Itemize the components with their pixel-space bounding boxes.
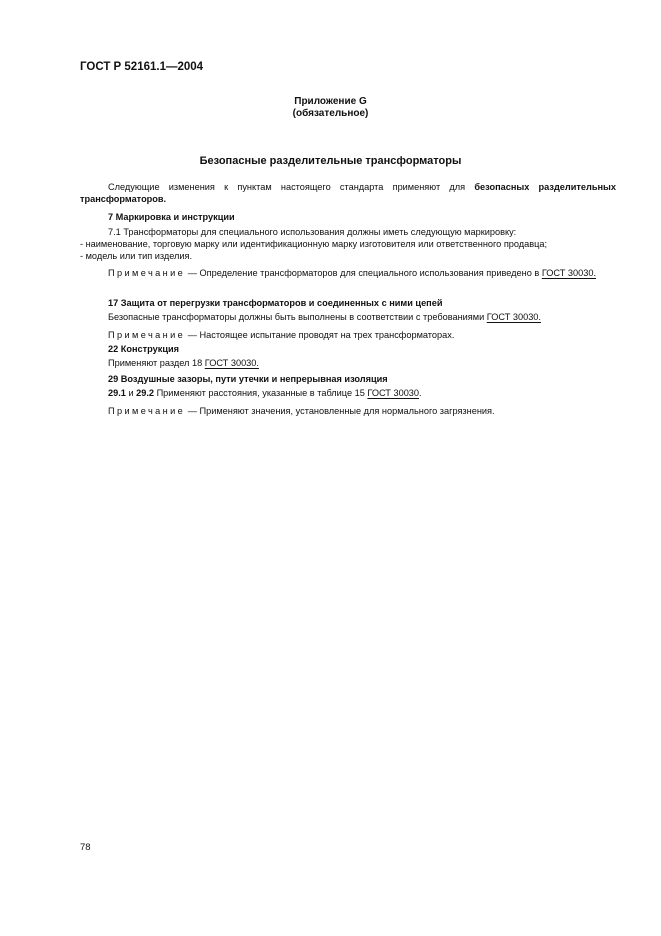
clause-29-2: 29.2 [136, 388, 155, 398]
intro-text: Следующие изменения к пунктам настоящего стандарта применяют для [108, 182, 475, 192]
section-22-heading: 22 Конструкция [108, 344, 180, 354]
list-item-model: - модель или тип изделия. [80, 251, 193, 261]
section-17 [80, 297, 616, 341]
clause-29-1: 29.1 [108, 388, 126, 398]
section-29-heading: 29 Воздушные зазоры, пути утечки и непрерывная изоляция [108, 374, 388, 384]
section-29 [80, 373, 616, 417]
note-text: — Применяют значения, установленные для нормального загрязнения. [185, 406, 495, 416]
note-label: Примечание [108, 330, 186, 340]
annex-title: Приложение G [294, 96, 367, 107]
annex-status: (обязательное) [292, 108, 369, 119]
section-22-text: Применяют раздел 18 [108, 358, 205, 368]
gost-30030-link[interactable]: ГОСТ 30030. [541, 268, 597, 278]
section-17-heading: 17 Защита от перегрузки трансформаторов и соединенных с ними цепей [108, 298, 443, 308]
note-text: — Настоящее испытание проводят на трех трансформаторах. [185, 330, 455, 340]
section-7-heading: 7 Маркировка и инструкции [108, 212, 235, 222]
document-title: Безопасные разделительные трансформаторы [199, 155, 462, 167]
note-text: — Определение трансформаторов для специального использования приведено в [185, 268, 542, 278]
clause-conjunction: и [125, 388, 137, 398]
section-22 [80, 343, 616, 369]
section-7-content [80, 226, 616, 262]
note-label: Примечание [108, 406, 186, 416]
period: . [419, 388, 422, 398]
intro-bold: безопасных разделительных трансформаторов. [80, 182, 616, 204]
section-7 [80, 211, 616, 223]
section-17-text: Безопасные трансформаторы должны быть выполнены в соответствии с требованиями [108, 312, 487, 322]
standard-header: ГОСТ Р 52161.1—2004 [80, 61, 204, 73]
note-label: Примечание [108, 268, 186, 278]
intro-paragraph [80, 181, 616, 205]
list-item-name: - наименование, торговую марку или идентификационную марку изготовителя или ответственного продавца; [80, 239, 548, 249]
gost-30030-link[interactable]: ГОСТ 30030 [367, 388, 420, 398]
gost-30030-link[interactable]: ГОСТ 30030. [204, 358, 259, 368]
section-29-text: Применяют расстояния, указанные в таблице 15 [154, 388, 368, 398]
clause-7-1: 7.1 Трансформаторы для специального использования должны иметь следующую маркировку: [108, 227, 517, 237]
page-number: 78 [80, 842, 91, 853]
section-7-note [80, 267, 616, 279]
gost-30030-link[interactable]: ГОСТ 30030. [486, 312, 541, 322]
